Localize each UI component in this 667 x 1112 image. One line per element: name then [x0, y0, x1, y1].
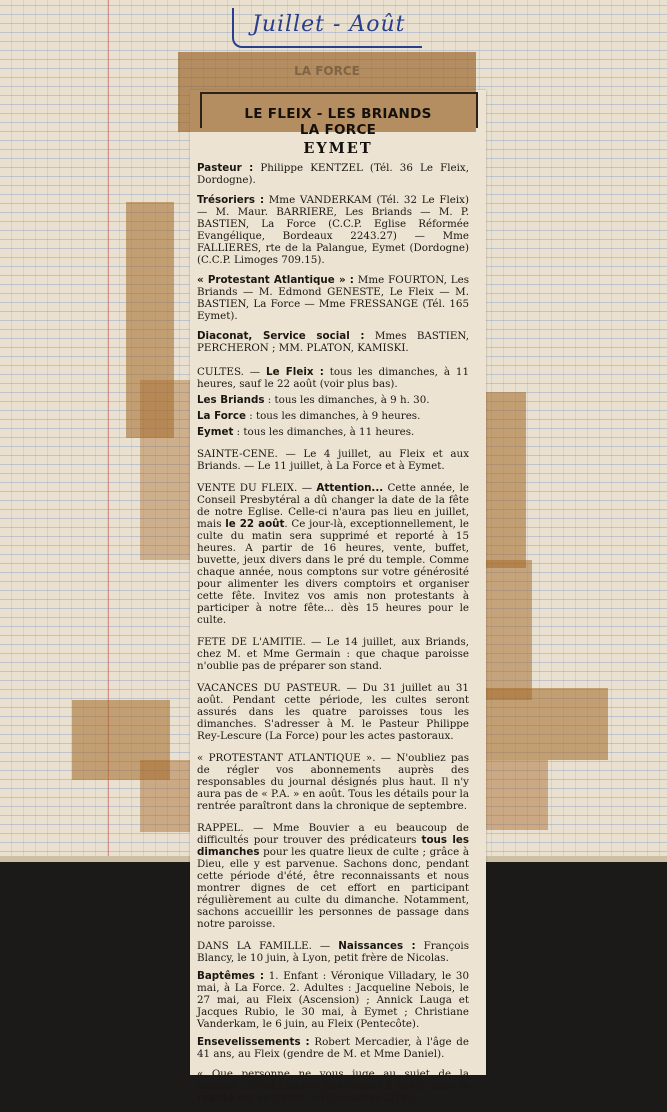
- sainte-cene: SAINTE-CENE. — Le 4 juillet, au Fleix et aux Briands. — Le 11 juillet, à La Force et à Eymet.: [197, 448, 469, 472]
- baptemes: Baptêmes : 1. Enfant : Véronique Villadary, le 30 mai, à La Force. 2. Adultes : Jacqueline Nebois, le 27 mai, au Fleix (Ascension) ; Annick Lauga et Jacques Rubio, le 30 mai, à Eymet ; Christiane Vanderkam, le 6 juin, au Fleix (Pentecôte).: [197, 970, 469, 1030]
- pasteur-entry: Pasteur : Philippe KENTZEL (Tél. 36 Le Fleix, Dordogne).: [197, 162, 469, 186]
- cultes-force: La Force : tous les dimanches, à 9 heures.: [197, 410, 421, 422]
- ensevelissements: Ensevelissements : Robert Mercadier, à l'âge de 41 ans, au Fleix (gendre de M. et Mme Daniel).: [197, 1036, 469, 1060]
- tape-right-middle: [478, 560, 532, 700]
- diaconat-entry: Diaconat, Service social : Mmes BASTIEN, PERCHERON ; MM. PLATON, KAMISKI.: [197, 330, 469, 354]
- fete-amitie: FETE DE L'AMITIE. — Le 14 juillet, aux Briands, chez M. et Mme Germain : que chaque paroisse n'oublie pas de préparer son stand.: [197, 636, 469, 672]
- faint-heading: LA FORCE: [294, 64, 360, 78]
- cultes-briands: Les Briands : tous les dimanches, à 9 h. 30.: [197, 394, 430, 406]
- handwritten-note: Juillet - Août: [232, 8, 422, 48]
- protestant-atlantique-notice: « PROTESTANT ATLANTIQUE ». — N'oubliez pas de régler vos abonnements auprès des responsables du journal désignés plus haut. Il n'y aura pas de « P.A. » en août. Tous les détails pour la rentrée paraîtront dans la chronique de septembre.: [197, 752, 469, 812]
- cultes-eymet: Eymet : tous les dimanches, à 11 heures.: [197, 426, 415, 438]
- header-line2: LA FORCE: [299, 122, 377, 138]
- article-body: [197, 162, 469, 1112]
- tresoriers-entry: Trésoriers : Mme VANDERKAM (Tél. 32 Le Fleix) — M. Maur. BARRIERE, Les Briands — M. P. BASTIEN, La Force (C.C.P. Eglise Réformée Evangélique, Bordeaux 2243.27) — Mme FALLIERES, rte de la Palangue, Eymet (Dordogne) (C.C.P. Limoges 709.15).: [197, 194, 469, 266]
- header-line3: EYMET: [303, 140, 373, 157]
- naissances: DANS LA FAMILLE. — Naissances : François Blancy, le 10 juin, à Lyon, petit frère de Nicolas.: [197, 940, 469, 964]
- protestant-entry: « Protestant Atlantique » : Mme FOURTON, Les Briands — M. Edmond GENESTE, Le Fleix — M. BASTIEN, La Force — Mme FRESSANGE (Tél. 165 Eymet).: [197, 274, 469, 322]
- citation: « Que personne ne vous juge au sujet de la boisson... c'est l'ombre des choses à venir, mais la réalité est en Christ. » (Colossiens 2/16.): [197, 1068, 469, 1104]
- cultes-fleix: CULTES. — Le Fleix : tous les dimanches, à 11 heures, sauf le 22 août (voir plus bas).: [197, 366, 470, 390]
- header-line1: LE FLEIX - LES BRIANDS: [244, 106, 432, 122]
- tape-right-lower: [480, 688, 608, 760]
- vente-du-fleix: VENTE DU FLEIX. — Attention... Cette année, le Conseil Presbytéral a dû changer la date de la fête de notre Eglise. Celle-ci n'aura pas lieu en juillet, mais le 22 août. Ce jour-là, exceptionnellement, le culte du matin sera supprimé et reporté à 15 heures. A partir de 16 heures, vente, buffet, buvette, jeux divers dans le pré du temple. Comme chaque année, nous comptons sur votre générosité pour alimenter les divers comptoirs et organiser cette fête. Invitez vos amis non protestants à participer à notre fête... dès 15 heures pour le culte.: [197, 482, 470, 626]
- rappel: RAPPEL. — Mme Bouvier a eu beaucoup de difficultés pour trouver des prédicateurs tous les dimanches pour les quatre lieux de culte ; grâce à Dieu, elle y est parvenue. Sachons donc, pendant cette période d'été, être reconnaissants et nous montrer dignes de cet effort en participant régulièrement au culte du dimanche. Notamment, sachons accueillir les personnes de passage dans notre paroisse.: [197, 822, 470, 930]
- vacances-pasteur: VACANCES DU PASTEUR. — Du 31 juillet au 31 août. Pendant cette période, les cultes seront assurés dans les quatre paroisses tous les dimanches. S'adresser à M. le Pasteur Philippe Rey-Lescure (La Force) pour les actes pastoraux.: [197, 682, 469, 742]
